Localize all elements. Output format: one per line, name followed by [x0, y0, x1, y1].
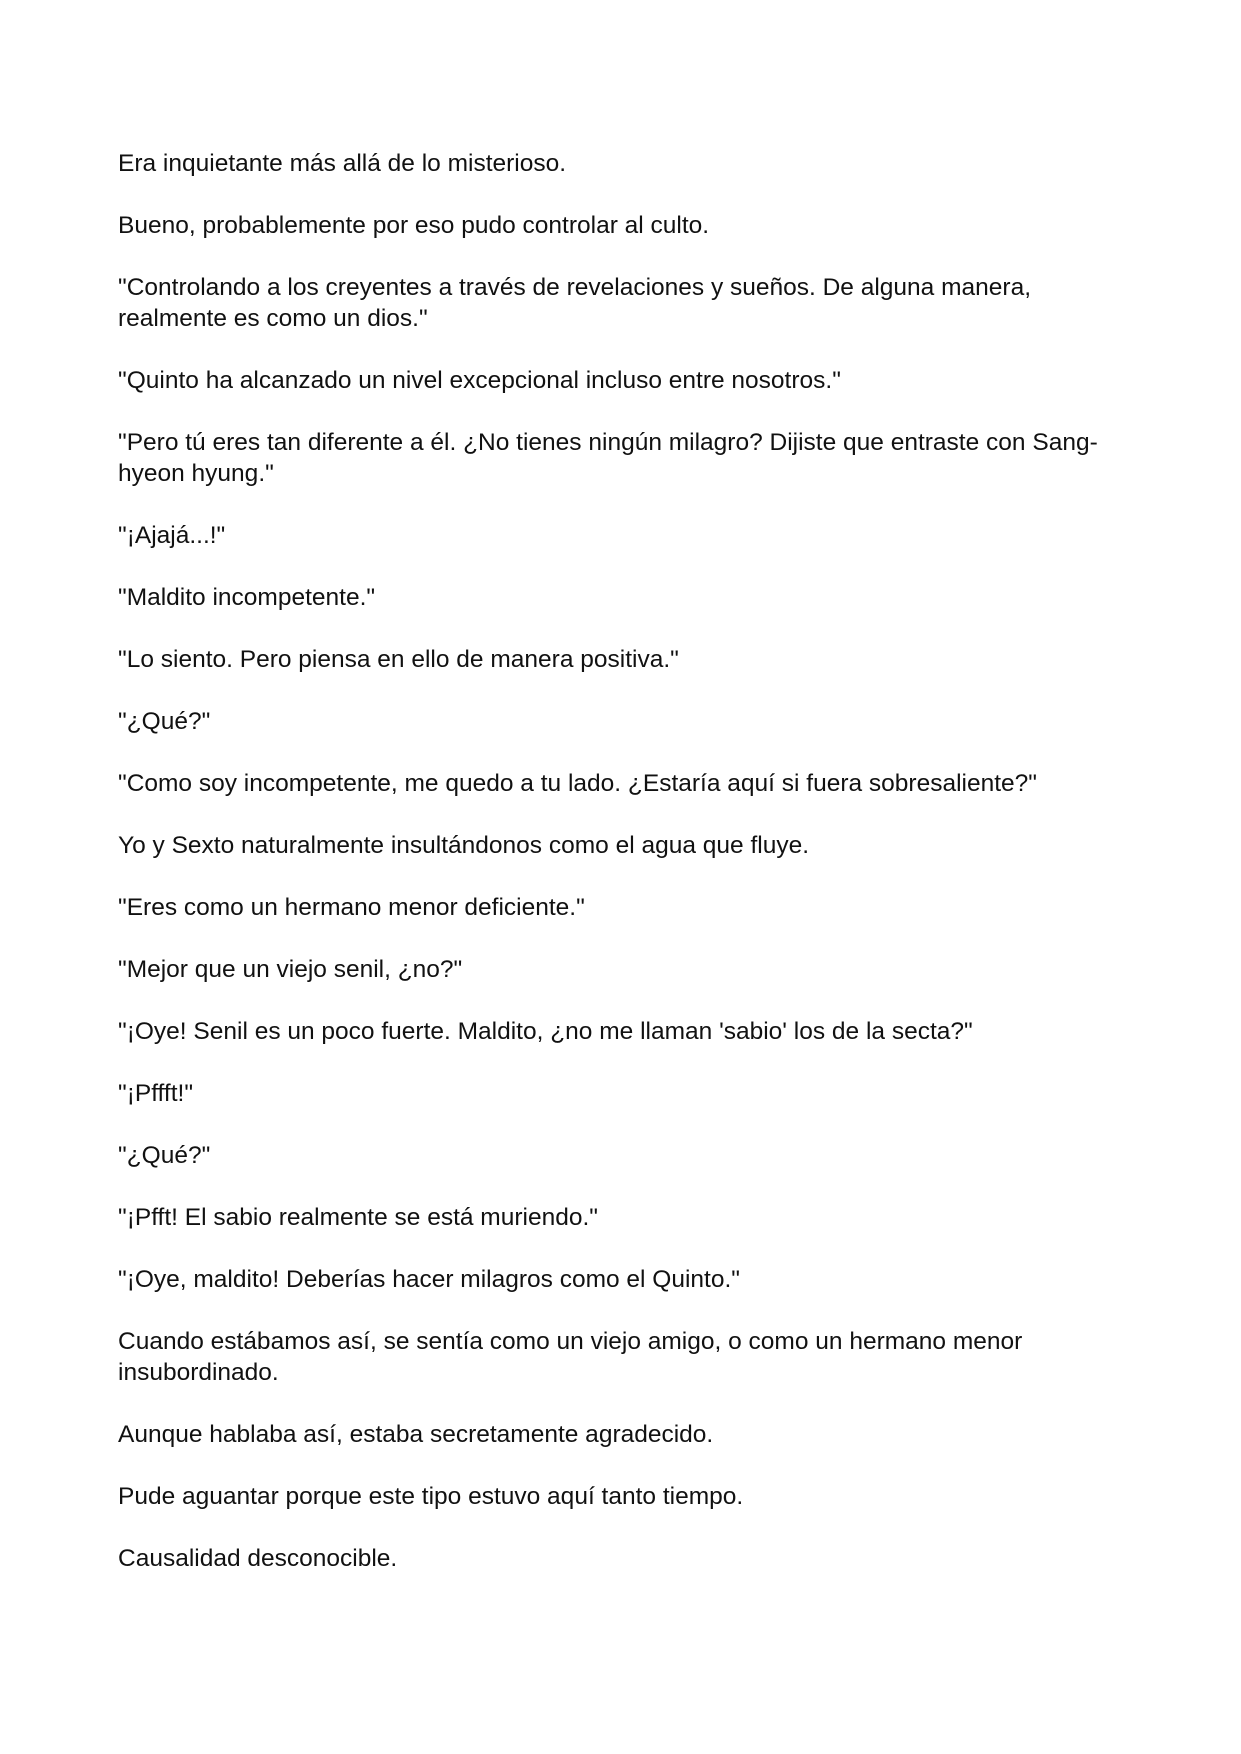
- document-body: [118, 148, 1138, 1605]
- paragraph: Causalidad desconocible.: [118, 1545, 398, 1572]
- paragraph: "Quinto ha alcanzado un nivel excepcional incluso entre nosotros.": [118, 367, 841, 394]
- paragraph: Era inquietante más allá de lo misterioso.: [118, 150, 567, 177]
- paragraph: Pude aguantar porque este tipo estuvo aquí tanto tiempo.: [118, 1483, 744, 1510]
- paragraph: "¡Pfft! El sabio realmente se está muriendo.": [118, 1204, 598, 1231]
- paragraph: "¡Oye! Senil es un poco fuerte. Maldito, ¿no me llaman 'sabio' los de la secta?": [118, 1018, 973, 1045]
- paragraph: "Eres como un hermano menor deficiente.": [118, 894, 585, 921]
- paragraph: "¡Pffft!": [118, 1080, 194, 1107]
- paragraph: "¿Qué?": [118, 708, 211, 735]
- paragraph: "¡Oye, maldito! Deberías hacer milagros como el Quinto.": [118, 1266, 740, 1293]
- paragraph: Yo y Sexto naturalmente insultándonos como el agua que fluye.: [118, 832, 810, 859]
- paragraph: "Pero tú eres tan diferente a él. ¿No tienes ningún milagro? Dijiste que entraste con Sang-hyeon hyung.": [118, 429, 1098, 487]
- paragraph: "Mejor que un viejo senil, ¿no?": [118, 956, 463, 983]
- paragraph: "Como soy incompetente, me quedo a tu lado. ¿Estaría aquí si fuera sobresaliente?": [118, 770, 1037, 797]
- paragraph: "Controlando a los creyentes a través de revelaciones y sueños. De alguna manera, realmente es como un dios.": [118, 274, 1038, 332]
- paragraph: "Maldito incompetente.": [118, 584, 376, 611]
- paragraph: Aunque hablaba así, estaba secretamente agradecido.: [118, 1421, 714, 1448]
- paragraph: Bueno, probablemente por eso pudo controlar al culto.: [118, 212, 710, 239]
- paragraph: "Lo siento. Pero piensa en ello de manera positiva.": [118, 646, 679, 673]
- paragraph: Cuando estábamos así, se sentía como un viejo amigo, o como un hermano menor insubordinado.: [118, 1328, 1030, 1386]
- paragraph: "¡Ajajá...!": [118, 522, 226, 549]
- paragraph: "¿Qué?": [118, 1142, 211, 1169]
